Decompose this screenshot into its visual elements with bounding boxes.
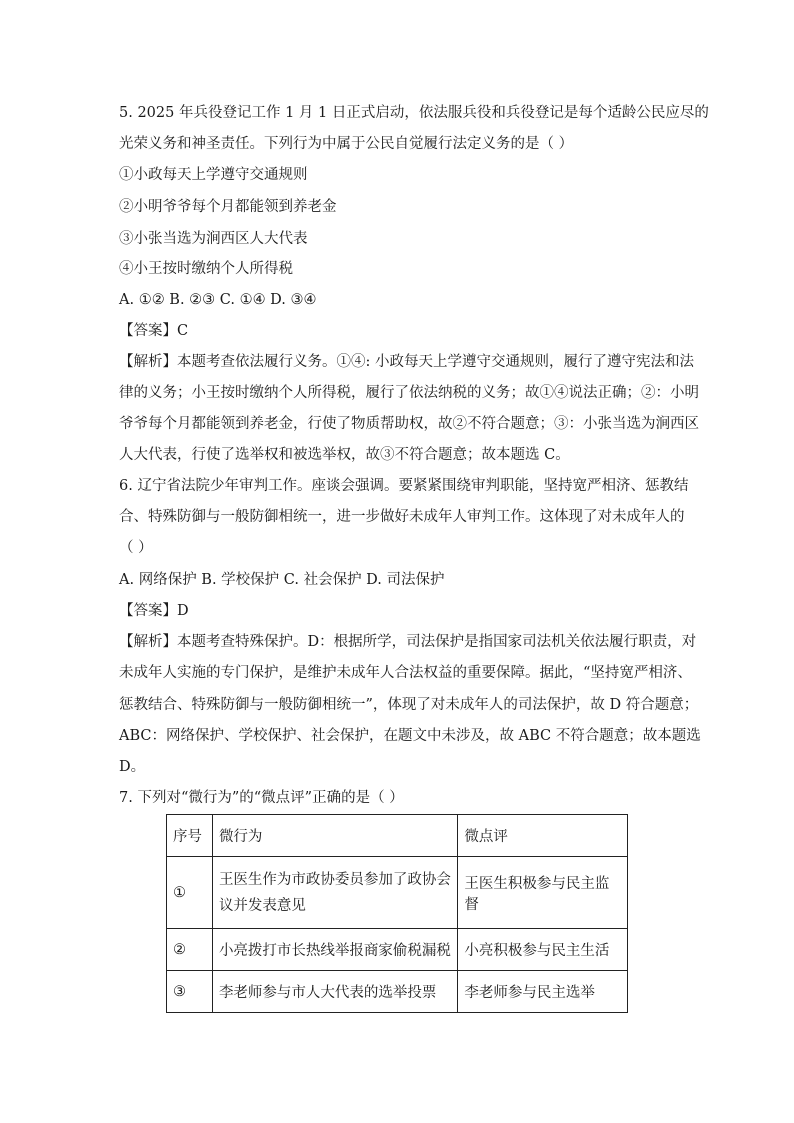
- q6-analysis-line-1: 【解析】本题考查特殊保护。D：根据所学，司法保护是指国家司法机关依法履行职责，对: [119, 634, 697, 650]
- q5-choices: A. ①② B. ②③ C. ①④ D. ③④: [119, 292, 317, 308]
- q6-analysis-line-5: D。: [119, 759, 146, 775]
- q6-answer: 【答案】D: [119, 603, 189, 619]
- table-cell: 小亮拨打市长热线举报商家偷税漏税: [212, 929, 457, 971]
- q5-analysis-line-3: 爷爷每个月都能领到养老金，行使了物质帮助权，故②不符合题意；③：小张当选为涧西区: [119, 416, 699, 432]
- q5-option-3: ③小张当选为涧西区人大代表: [119, 231, 308, 247]
- table-header-cell: 微点评: [458, 815, 628, 857]
- table-header-cell: 微行为: [212, 815, 457, 857]
- table-cell: ①: [167, 857, 213, 929]
- q7-table: [166, 814, 628, 1013]
- q5-option-4: ④小王按时缴纳个人所得税: [119, 261, 293, 277]
- q6-stem-line-2: 合、特殊防御与一般防御相统一，进一步做好未成年人审判工作。这体现了对未成年人的: [119, 509, 685, 525]
- q5-option-1: ①小政每天上学遵守交通规则: [119, 167, 308, 183]
- table-header-cell: 序号: [167, 815, 213, 857]
- table-cell: 李老师参与市人大代表的选举投票: [212, 971, 457, 1013]
- q6-analysis-line-4: ABC：网络保护、学校保护、社会保护，在题文中未涉及，故 ABC 不符合题意；故本题选: [119, 728, 701, 744]
- q5-option-2: ②小明爷爷每个月都能领到养老金: [119, 199, 337, 215]
- table-row: [167, 857, 628, 929]
- q5-analysis-line-2: 律的义务；小王按时缴纳个人所得税，履行了依法纳税的义务；故①④说法正确；②：小明: [119, 385, 699, 401]
- q5-analysis-line-1: 【解析】本题考查依法履行义务。①④: 小政每天上学遵守交通规则，履行了遵守宪法和法: [119, 354, 694, 370]
- table-cell: 李老师参与民主选举: [458, 971, 628, 1013]
- q7-stem: 7. 下列对“微行为”的“微点评”正确的是（ ）: [119, 790, 404, 806]
- q5-analysis-line-4: 人大代表，行使了选举权和被选举权，故③不符合题意；故本题选 C。: [119, 447, 570, 463]
- table-cell: 王医生作为市政协委员参加了政协会议并发表意见: [212, 857, 457, 929]
- table-row: [167, 971, 628, 1013]
- table-row: [167, 929, 628, 971]
- table-cell: 王医生积极参与民主监督: [458, 857, 628, 929]
- table-header-row: [167, 815, 628, 857]
- table-cell: ②: [167, 929, 213, 971]
- table-cell: 小亮积极参与民主生活: [458, 929, 628, 971]
- q5-stem-line-2: 光荣义务和神圣责任。下列行为中属于公民自觉履行法定义务的是（ ）: [119, 136, 574, 152]
- q6-analysis-line-3: 惩教结合、特殊防御与一般防御相统一”，体现了对未成年人的司法保护，故 D 符合题意；: [119, 697, 699, 713]
- q6-stem-line-3: （ ）: [119, 540, 153, 556]
- q6-stem-line-1: 6. 辽宁省法院少年审判工作。座谈会强调。要紧紧围绕审判职能，坚持宽严相济、惩教结: [119, 478, 689, 494]
- q6-choices: A. 网络保护 B. 学校保护 C. 社会保护 D. 司法保护: [119, 572, 445, 588]
- q5-answer: 【答案】C: [119, 323, 189, 339]
- q6-analysis-line-2: 未成年人实施的专门保护，是维护未成年人合法权益的重要保障。据此，“坚持宽严相济、: [119, 665, 692, 681]
- table-cell: ③: [167, 971, 213, 1013]
- q5-stem-line-1: 5. 2025 年兵役登记工作 1 月 1 日正式启动，依法服兵役和兵役登记是每个适龄公民应尽的: [119, 105, 709, 121]
